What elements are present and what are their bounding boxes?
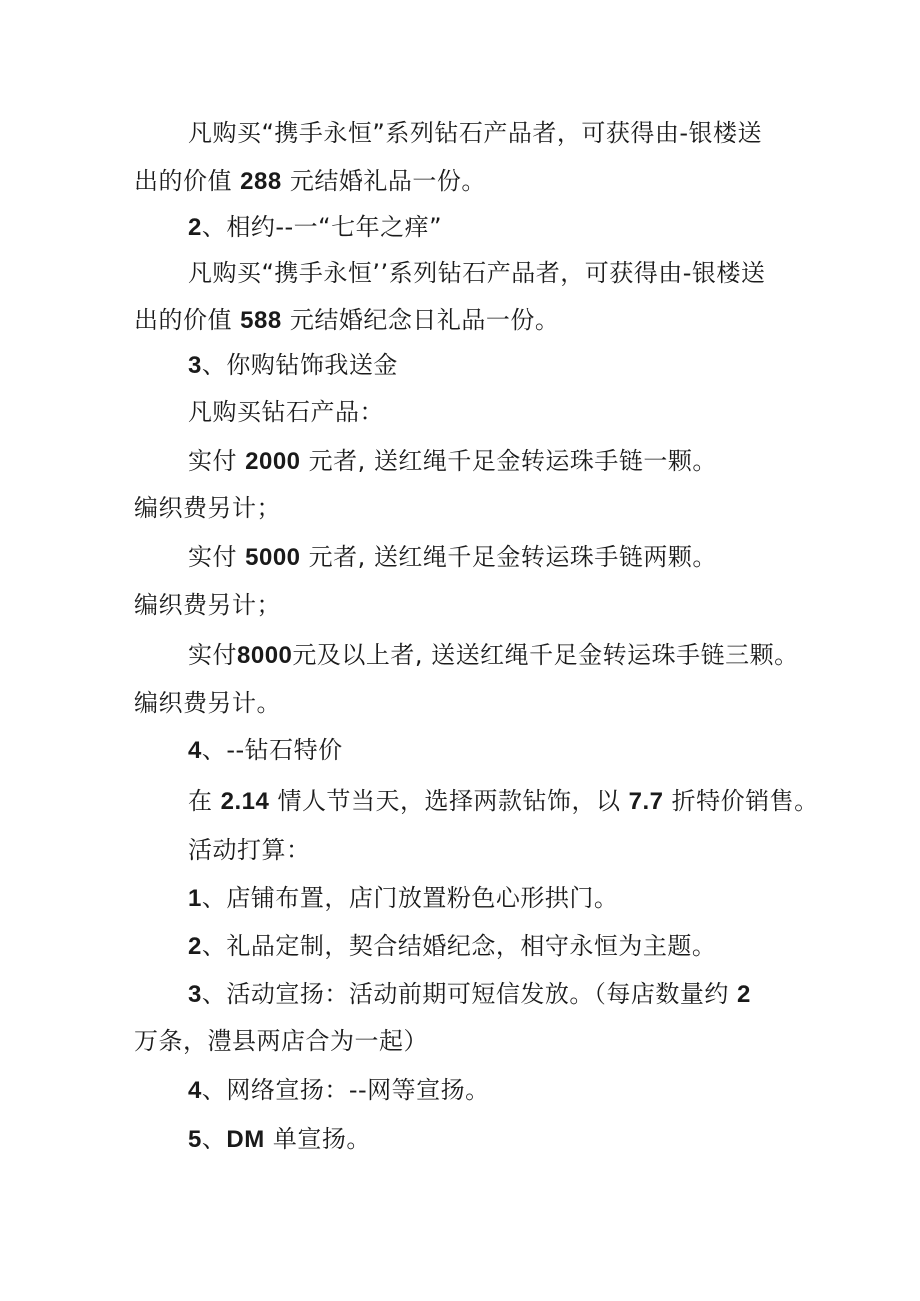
paragraph-line bbox=[134, 493, 281, 523]
paragraph-line bbox=[134, 305, 559, 336]
text: 元者, 送红绳千足金转运珠手链一颗。 bbox=[300, 447, 717, 475]
item-number: 1 bbox=[188, 885, 202, 912]
text: 活动打算： bbox=[188, 836, 311, 864]
paragraph-line bbox=[134, 1026, 428, 1056]
list-item bbox=[188, 931, 716, 962]
text: 情人节当天，选择两款钻饰，以 bbox=[269, 787, 629, 815]
text: 出的价值 bbox=[134, 306, 241, 334]
item-number: 3 bbox=[188, 981, 202, 1008]
section-number: 2 bbox=[188, 214, 202, 241]
text: 实付 bbox=[188, 641, 237, 669]
paragraph-line bbox=[188, 118, 762, 148]
price-value: 8000 bbox=[237, 642, 293, 669]
text: 编织费另计。 bbox=[134, 689, 281, 717]
subheading bbox=[188, 835, 311, 865]
paragraph-line bbox=[188, 640, 799, 671]
paragraph-line bbox=[188, 542, 717, 573]
section-heading bbox=[188, 212, 442, 243]
text: 实付 bbox=[188, 447, 246, 475]
text: 、礼品定制，契合结婚纪念，相守永恒为主题。 bbox=[201, 932, 717, 960]
item-number: 5 bbox=[188, 1126, 202, 1153]
section-title: 、你购钻饰我送金 bbox=[201, 351, 398, 379]
dm-label: DM bbox=[226, 1126, 265, 1153]
paragraph-line bbox=[188, 786, 819, 817]
text: 折特价销售。 bbox=[663, 787, 819, 815]
text: 元及以上者, 送送红绳千足金转运珠手链三颗。 bbox=[292, 641, 799, 669]
section-heading bbox=[188, 735, 343, 766]
text: 在 bbox=[188, 787, 221, 815]
discount-value: 7.7 bbox=[628, 788, 664, 815]
text: 凡购买“携手永恒’’系列钻石产品者，可获得由-银楼送 bbox=[188, 259, 766, 287]
price-value: 588 bbox=[240, 307, 282, 334]
paragraph-line bbox=[188, 258, 765, 288]
date-value: 2.14 bbox=[220, 788, 270, 815]
text: 凡购买“携手永恒”系列钻石产品者，可获得由-银楼送 bbox=[188, 119, 763, 147]
section-title: 、相约--一“七年之痒” bbox=[201, 213, 443, 241]
text: 编织费另计； bbox=[134, 494, 281, 522]
paragraph-line bbox=[188, 397, 384, 427]
paragraph-line bbox=[134, 590, 281, 620]
list-item bbox=[188, 1075, 490, 1106]
price-value: 5000 bbox=[245, 544, 301, 571]
text: 单宣扬。 bbox=[264, 1125, 371, 1153]
section-title: 、--钻石特价 bbox=[201, 736, 343, 764]
paragraph-line bbox=[134, 166, 486, 197]
text: 编织费另计； bbox=[134, 591, 281, 619]
price-value: 288 bbox=[240, 168, 282, 195]
text: 、活动宣扬：活动前期可短信发放。（每店数量约 bbox=[201, 980, 737, 1008]
paragraph-line bbox=[134, 688, 281, 718]
section-number: 3 bbox=[188, 352, 202, 379]
text: 元结婚纪念日礼品一份。 bbox=[281, 306, 560, 334]
text: 元结婚礼品一份。 bbox=[281, 167, 486, 195]
text: 实付 bbox=[188, 543, 246, 571]
text: 元者, 送红绳千足金转运珠手链两颗。 bbox=[300, 543, 717, 571]
text: 、 bbox=[201, 1125, 227, 1153]
list-item bbox=[188, 979, 751, 1010]
section-number: 4 bbox=[188, 737, 202, 764]
item-number: 4 bbox=[188, 1077, 202, 1104]
paragraph-line bbox=[188, 446, 717, 477]
text: 、店铺布置，店门放置粉色心形拱门。 bbox=[201, 884, 619, 912]
item-number: 2 bbox=[188, 933, 202, 960]
price-value: 2000 bbox=[245, 448, 301, 475]
list-item bbox=[188, 1124, 371, 1155]
text: 、网络宣扬：--网等宣扬。 bbox=[201, 1076, 490, 1104]
list-item bbox=[188, 883, 618, 914]
text: 万条，澧县两店合为一起） bbox=[134, 1027, 428, 1055]
text: 出的价值 bbox=[134, 167, 241, 195]
quantity-value: 2 bbox=[737, 981, 751, 1008]
text: 凡购买钻石产品： bbox=[188, 398, 384, 426]
section-heading bbox=[188, 350, 398, 381]
